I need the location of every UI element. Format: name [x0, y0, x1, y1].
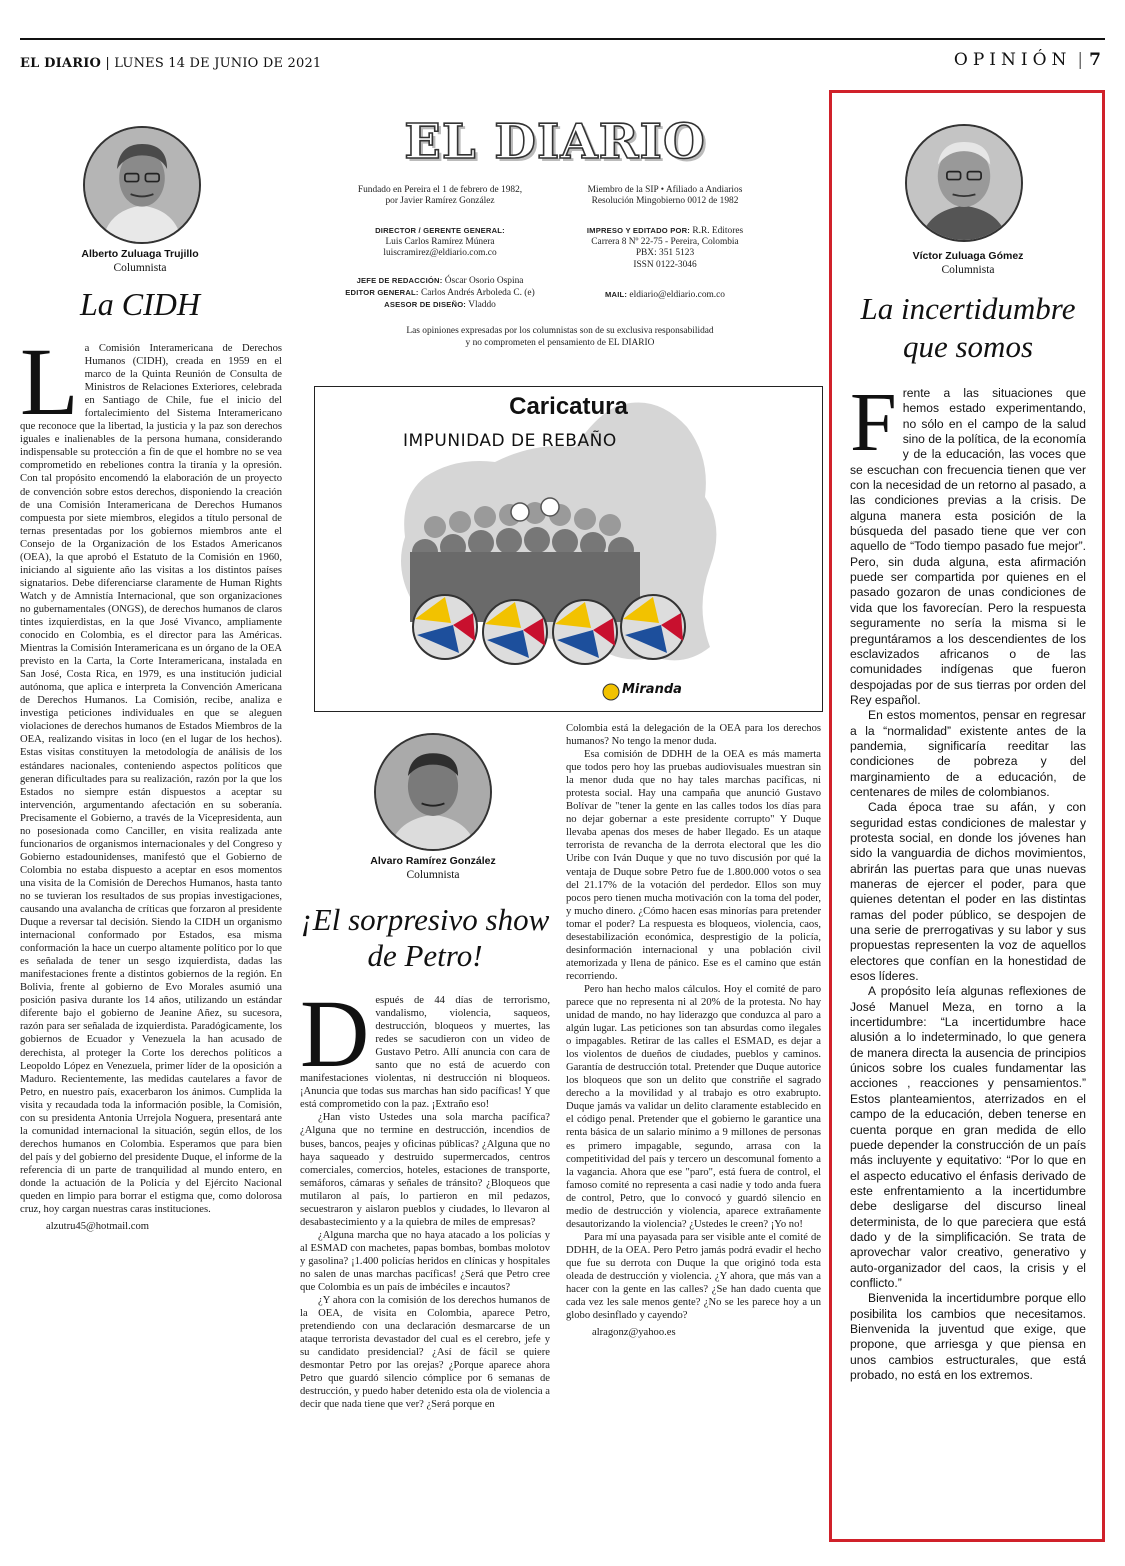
author-email: alzutru45@hotmail.com — [46, 1221, 150, 1233]
header-dateline — [20, 56, 321, 71]
pbx: PBX: 351 5123 — [635, 248, 695, 259]
header-section — [954, 50, 1101, 70]
paragraph: ¿Han visto Ustedes una sola marcha pacífica? ¿Alguna que no termine en destrucción, incendios de buses, bancos, peajes y oficinas públicas? ¿Alguna que no haya saqueado y destruido supermercados, centros comerciales, comercios, hoteles, estaciones de transporte, semáforos, cámaras y señales de tránsito? ¿Bloqueos que mutilaron al país, lo partieron en mil pedazos, secuestraron y aislaron pueblos y ciudades, lo llevaron al desabastecimiento y a la quiebra de miles de empresas? — [300, 1112, 550, 1228]
dropcap: F — [850, 376, 897, 469]
section-separator: | — [1077, 50, 1084, 70]
mail-address: eldiario@eldiario.com.co — [629, 290, 725, 300]
article-title-petro — [300, 902, 550, 974]
author-role: Columnista — [113, 262, 167, 274]
masthead-director — [345, 225, 535, 260]
portrait-icon — [85, 128, 199, 242]
cartoon-label: Caricatura — [509, 393, 628, 420]
header-paper-name: EL DIARIO — [20, 56, 102, 71]
author-name: Alvaro Ramírez González — [370, 855, 496, 867]
editor-label: EDITOR GENERAL: — [345, 288, 419, 298]
title-line: que somos — [902, 329, 1034, 364]
founded-line: por Javier Ramírez González — [385, 196, 495, 207]
author-name: Alberto Zuluaga Trujillo — [81, 248, 199, 260]
masthead-disclaimer — [340, 325, 780, 349]
impreso-label: IMPRESO Y EDITADO POR: — [586, 226, 690, 235]
paragraph: ¿Alguna marcha que no haya atacado a los policías y al ESMAD con machetes, papas bombas, bombas molotov y gasolina? ¡1.400 policías heridos en clínicas y hospitales no salen de unas marchas pacíficas! ¿Será que Petro cree que Colombia es un país de imbéciles e incautos? — [300, 1229, 550, 1294]
paragraph: A propósito leía algunas reflexiones de José Manuel Meza, en torno a la incertidumbre: “La incertidumbre hace alusión a lo indeterminado, lo que genera de manera directa la ausencia de principios únicos sobre los cuales fundamentar las acciones , reacciones y pensamientos.” Estos planteamientos, aterrizados en el campo de la educación, deben tenerse en cuenta porque en gran medida de ello puede depender la construcción de un país más incluyente y equitativo: “Por lo que en el aspecto educativo el énfasis derivado de este enfrentamiento a la incertidumbre debe desligarse del discurso lineal determinista, de lo que pareciera que está dado y de la simplificación. Se trata de aprovechar valor creativo, generativo y auto-organizador del caos, la crisis y el conflicto.” — [850, 984, 1086, 1290]
asesor-label: ASESOR DE DISEÑO: — [384, 300, 467, 310]
asesor-name: Vladdo — [468, 300, 496, 311]
mail-label: MAIL: — [604, 290, 628, 299]
author-email: alragonz@yahoo.es — [592, 1327, 676, 1339]
author-role: Columnista — [941, 264, 995, 276]
paragraph: rente a las situaciones que hemos estado experimentando, no sólo en el campo de la salud sino de la política, de la economía y de la educación, las voces que se escuchan con frecuencia tienen que ver con la necesidad de un retorno al pasado, a las condiciones previas a la crisis. De alguna manera esta posición de la búsqueda del pasado tiene que ver con aquello de “Todo tiempo pasado fue mejor”. Pero, sin duda alguna, esta afirmación puede ser compartida por quienes en el pasado gozaron de unas condiciones de vida que los favorecían. Pero la respuesta seguramente no sería la misma si le preguntáramos a los descendientes de los esclavizados africanos o de las comunidades indígenas que fueron despojadas por de sus tierras por orden del Rey español. — [850, 386, 1086, 707]
address: Carrera 8 Nº 22-75 - Pereira, Colombia — [591, 237, 739, 248]
page-number: 7 — [1089, 50, 1101, 70]
paragraph: espués de 44 días de terrorismo, vandalismo, violencia, saqueos, destrucción, bloqueos y muertes, las redes se sacudieron con un video de Gustavo Petro. Allí anuncia con cara de santo que no está de acuerdo con manifestaciones violentas, ni destrucción ni bloqueos. ¡Anuncia que todas sus marchas han sido pacíficas! Y que está comprometido con la paz. ¡Extraño eso! — [300, 995, 550, 1111]
section-name: OPINIÓN — [953, 50, 1072, 70]
portrait-icon — [907, 126, 1021, 240]
title-line: La incertidumbre — [860, 291, 1076, 326]
masthead-mail — [560, 289, 770, 301]
author-photo-zuluaga-gomez — [905, 124, 1023, 242]
dropcap: L — [20, 328, 79, 435]
header-separator: | — [105, 56, 115, 71]
title-line: de Petro! — [367, 938, 483, 973]
author-photo-ramirez-gonzalez — [374, 733, 492, 851]
article-body-petro-part2 — [566, 722, 821, 1339]
paragraph: Pero han hecho malos cálculos. Hoy el comité de paro parece que no representa ni al 20% de la protesta. No hay unidad de mando, no hay liderazgo que conduzca al paro a algún lugar. Las peticiones son tan absurdas como ilegales o impagables. Retirar de las calles el ESMAD, es dejar a los violentos de dueños de ciudades, pueblos y caminos. Garantía de destrucción total. Pretender que Duque autorice los bloqueos que son un delito que constriñe el sagrado derecho a la movilidad y al trabajo es otro exabrupto. Duque jamás va validar un delito claramente establecido en el código penal. Pretender que el gobierno le garantice una renta básica de un salario mínimo a 9 millones de personas es primero impagable, segundo, arrasa con la competitividad del país y tercero un descomunal fomento a la vagancia. Ahora que ese "paro", está fuera de control, el famoso comité no representa a casi nadie y todo anda fuera de control, Petro, que lo convocó y guardó silencio en medio de destrucción y violencia, aparece extrañamente desautorizando la violencia? ¿Ustedes le creen? ¡Yo no! — [566, 983, 821, 1230]
masthead-logo: EL DIARIO — [404, 114, 706, 170]
dropcap: D — [300, 980, 370, 1087]
masthead-staff — [330, 275, 550, 312]
founded-line: Fundado en Pereira el 1 de febrero de 1982, — [357, 185, 523, 195]
title-line: ¡El sorpresivo show — [300, 902, 550, 937]
header-date: LUNES 14 DE JUNIO DE 2021 — [114, 56, 322, 71]
article-title-incertidumbre — [840, 290, 1096, 366]
member-line: Resolución Mingobierno 0012 de 1982 — [591, 196, 739, 207]
disclaimer-line: Las opiniones expresadas por los columnistas son de su exclusiva responsabilidad — [406, 326, 714, 336]
masthead-membership — [560, 185, 770, 207]
issn: ISSN 0122-3046 — [633, 259, 697, 270]
cartoon-signature: Miranda — [622, 682, 682, 697]
article-body-incertidumbre — [850, 376, 1086, 1383]
director-email: luiscramirez@eldiario.com.co — [383, 248, 497, 259]
portrait-icon — [376, 735, 490, 849]
paragraph: Bienvenida la incertidumbre porque ello posibilita los cambios que necesitamos. Bienvenida la juventud que exige, que propone, que arriesga y que piensa en unos cambios estructurales, que está probado, no está en los extremos. — [850, 1291, 1086, 1382]
paragraph: Para mí una payasada para ser visible ante el comité de DDHH, de la OEA. Pero Petro jamás podrá evadir el hecho que fue su derrota con Duque la que originó toda esta oleada de destrucción y violencia. ¿Y ahora, que más van a hacer con la gente en las calles? ¿Se han dado cuenta que cada vez les sale menos gente? ¿No se les parece hoy a un globo desinflado y cayendo? — [566, 1231, 821, 1322]
header-rule — [20, 38, 1105, 40]
impreso-name: R.R. Editores — [692, 226, 744, 236]
jefe-name: Óscar Osorio Ospina — [444, 276, 524, 286]
masthead-printer — [560, 225, 770, 271]
article-body-cidh — [20, 328, 282, 1233]
jefe-label: JEFE DE REDACCIÓN: — [356, 276, 443, 285]
cartoon-title: IMPUNIDAD DE REBAÑO — [403, 431, 617, 451]
disclaimer-line: y no comprometen el pensamiento de EL DIARIO — [465, 338, 655, 349]
author-role: Columnista — [406, 869, 460, 881]
editor-name: Carlos Andrés Arboleda C. (e) — [420, 288, 535, 299]
paragraph: En estos momentos, pensar en regresar a la “normalidad” existente antes de la pandemia, significaría reeditar las condiciones de pobreza y del marginamiento de a educación, de centenares de miles de colombianos. — [850, 708, 1086, 799]
paragraph: Esa comisión de DDHH de la OEA es más mamerta que todos pero hoy las pruebas audiovisuales muestran sin la menor duda que no hay tales marchas pacíficas, ni protesta social. Hay una campaña que anunció Gustavo Bolívar de "tener la gente en las calles todos los días para no dejar gobernar a este presidente corrupto" Y Duque llevaba apenas dos meses de haber llegado. Es un ataque terrorista de revancha de la derrota electoral que les dio Uribe con Iván Duque y que no tuvo discusión por qué la ventaja de Duque sobre Petro fue de 1.800.000 votos o sea del 21.17% de la votación del perdedor. Ellos son muy pocos pero tienen mucha motivación con la toma del poder, y mucho dinero. ¿Cómo hacen esas minorías para pretender tomar el poder? La respuesta es bloqueos, violencia, caos, desestabilización económica, desprestigio de la policía, desinformación internacional y una población civil atemorizada y llena de pánico. Ese es el camino que están recorriendo. — [566, 749, 821, 982]
article-title-cidh: La CIDH — [79, 286, 200, 322]
paragraph: Cada época trae su afán, y con seguridad estas condiciones de malestar y protesta social, en donde los jóvenes han sido la vanguardia de dichos movimientos, abrirán las puertas para que unas nuevas maneras de ejercer el poder, para que quienes detentan el poder en las distintas ramas del poder público, se despojen de una serie de prerrogativas y su labor y sus propuestas representen la voz de aquellos electores que confían en la honestidad de esos líderes. — [850, 800, 1086, 984]
paragraph: Colombia está la delegación de la OEA para los derechos humanos? No tengo la menor duda. — [566, 723, 821, 748]
paragraph: a Comisión Interamericana de Derechos Humanos (CIDH), creada en 1959 en el marco de la Quinta Reunión de Consulta de Ministros de Relaciones Exteriores, celebrada en Santiago de Chile, fue el inicio del fortalecimiento del Sistema Interamericano que reconoce que la libertad, la justicia y la paz son derechos iguales e inalienables de la persona humana, considerando indispensable su protección a fin de que el hombre no se vea comprometido en rebeliones contra la tiranía y la opresión. Con tal propósito encomendó la elaboración de un proyecto de convención sobre estos derechos, disponiendo la creación de una Comisión Interamericana de Derechos Humanos compuesta por siete miembros, elegidos a título personal de ternas presentadas por los gobiernos miembros ante el Consejo de la Organización de los Estados Americanos (OEA), la que aprobó el Estatuto de la Comisión en 1960, iniciando al siguiente año las visitas a los distintos países signatarios. Debe diferenciarse claramente de Human Rights Watch y de Amnistía Internacional, que son organizaciones no gubernamentales (ONGS), de derechos humanos de claros tintes izquierdistas, en la que José Vivanco, ampliamente conocido en Colombia, es el director para las Américas. Mientras la Comisión Interamericana es un órgano de la OEA previsto en la Carta, la Corte Interamericana, instalada en San José, Costa Rica, en 1979, es una institución judicial autónoma, que aplica e interpreta la Convención Americana de Derechos Humanos. La Comisión, recibe, analiza e investiga peticiones individuales en que se aleguen violaciones de derechos humanos de Estados Miembros de la OEA, realizando visitas in loco (en el lugar de los hechos). Estas visitas constituyen la metodología de análisis de los estándares nacionales, conteniendo aspectos políticos que generan dificultades para su realización, razón por la que los Estados no siempre están dispuestos a aceptar su intervención, argumentando afectación en su soberanía. Precisamente el Gobierno, a través de la Vicepresidenta, aun no posesionada como Canciller, en visita realizada ante funcionarios de organismos internacionales y del Congreso y Gobierno estadounidenses, manifestó que el Gobierno de Colombia no estaba dispuesto a aceptar en esos momentos una visita de la Comisión de Derechos Humanos, hasta tanto no se tuvieran los resultados de sus propias investigaciones, causando una avalancha de críticas que forzaron al presidente Duque a reversar tal decisión. Siendo la CIDH un organismo internacional conformado por Estados, esa misma conformación la hace un cuerpo altamente político por lo que es señalada de tener un sesgo izquierdista, dadas las manifestaciones frente a distintos gobiernos de la región. En Bolivia, frente al gobierno de Evo Morales asumió una posición pasiva durante los 14 años, utilizando un estándar diferente bajo el gobierno de Jeanine Añez, su sucesora, razón para ser señalada de izquierdista. Paradógicamente, los gobiernos de Ecuador y Venezuela la han acusado de derechista, al proteger la Corte los derechos políticos a Leopoldo López en Venezuela, primer líder de la oposición a Maduro. Recientemente, las medidas cautelares a favor de Petro, en nuestro país, exacerbaron los ánimos. Cumplida la visita y recaudada toda la información posible, la Comisión, con su presidenta Antonia Urrejola Noguera, presentará ante la comunidad internacional la situación, según ellos, de los derechos humanos en Colombia. Esperamos que para bien del país y del gobierno del presidente Duque, el informe de la referencia di un parte de tranquilidad al mundo entero, en donde la actuación de la Policía y del Ejército Nacional queden en limpio para borrar el estigma que, como dolorosa cruz, hoy cargan nuestras caras instituciones. — [20, 343, 282, 1216]
director-name: Luis Carlos Ramírez Múnera — [385, 237, 495, 248]
author-photo-zuluaga-trujillo — [83, 126, 201, 244]
author-name: Víctor Zuluaga Gómez — [912, 250, 1024, 262]
article-body-petro-part1 — [300, 980, 550, 1412]
masthead-founded — [345, 185, 535, 207]
director-label: DIRECTOR / GERENTE GENERAL: — [375, 226, 505, 235]
cartoon-box — [314, 386, 823, 712]
member-line: Miembro de la SIP • Afiliado a Andiarios — [587, 185, 743, 195]
paragraph: ¿Y ahora con la comisión de los derechos humanos de la OEA, de visita en Colombia, aparece Petro, pretendiendo con una declaración desmarcarse de un ataque terrorista devastador del cual es el cerebro, jefe y su candidato presidencial? ¿Así de fácil se quiere desmontar Petro por las orejas? ¿Porque aparece ahora Petro que guardó silencio cómplice por 6 semanas de destrucción, y puedo haber detenido esta ola de violencia a decir que nada tiene que ver? ¿Será porque en — [300, 1295, 550, 1411]
